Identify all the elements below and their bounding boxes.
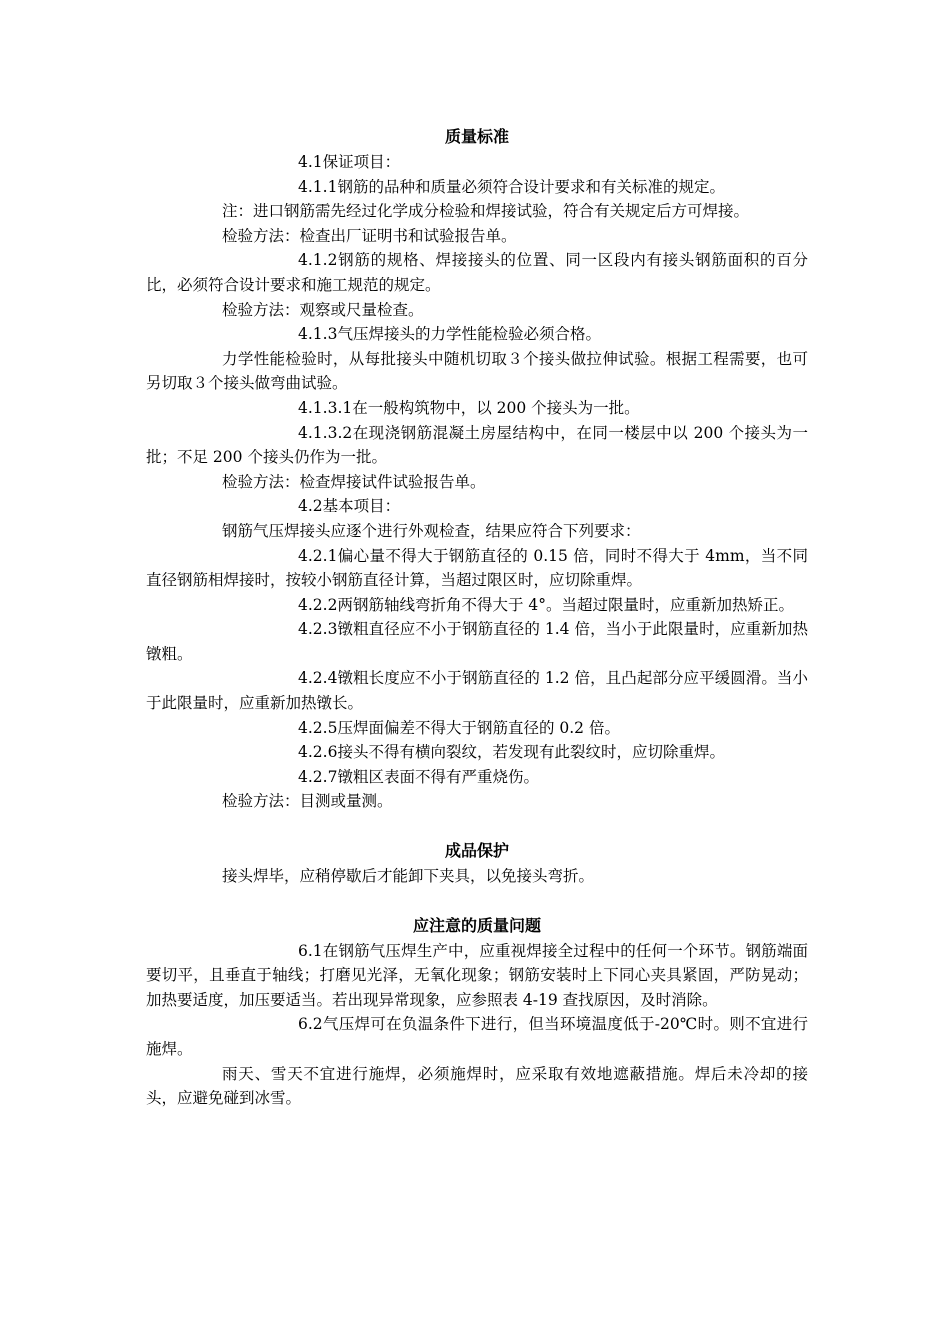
paragraph	[146, 666, 808, 715]
paragraph	[146, 322, 808, 347]
paragraph	[146, 617, 808, 666]
paragraph	[146, 864, 808, 889]
paragraph-text: 气压焊可在负温条件下进行，但当环境温度低于-20℃时。则不宜进行施焊。	[146, 1015, 808, 1058]
paragraph-text: 力学性能检验时，从每批接头中随机切取３个接头做拉伸试验。根据工程需要，也可另切取３个接头做弯曲试验。	[146, 349, 808, 393]
paragraph-text: 在现浇钢筋混凝土房屋结构中，在同一楼层中以 200 个接头为一批；不足 200 个接头仍作为一批。	[146, 423, 808, 467]
clause-number: 4.1.3.2	[298, 423, 353, 442]
section-quality-standards	[146, 124, 808, 814]
clause-number: 4.1.3	[298, 325, 338, 344]
section-title: 应注意的质量问题	[412, 915, 541, 935]
paragraph	[146, 347, 808, 396]
paragraph-text: 接头不得有横向裂纹，若发现有此裂纹时，应切除重焊。	[337, 743, 725, 762]
clause-number: 6.2	[298, 1015, 323, 1034]
paragraph	[146, 150, 808, 175]
paragraph-text: 偏心量不得大于钢筋直径的 0.15 倍，同时不得大于 4mm，当不同直径钢筋相焊接时，按较小钢筋直径计算，当超过限区时，应切除重焊。	[146, 546, 808, 590]
section-title: 质量标准	[444, 127, 509, 146]
paragraph	[146, 298, 808, 323]
paragraph-text: 气压焊接头的力学性能检验必须合格。	[337, 325, 601, 344]
clause-number: 4.2.5	[298, 718, 338, 737]
paragraph-text: 镦粗长度应不小于钢筋直径的 1.2 倍，且凸起部分应平缓圆滑。当小于此限量时，应重新加热镦长。	[146, 669, 808, 713]
clause-number: 4.1.3.1	[298, 398, 353, 417]
paragraph-text: 检验方法：检查出厂证明书和试验报告单。	[222, 226, 517, 245]
paragraph-text: 镦粗区表面不得有严重烧伤。	[337, 767, 539, 786]
paragraph	[146, 421, 808, 470]
paragraph-text: 压焊面偏差不得大于钢筋直径的 0.2 倍。	[337, 718, 620, 737]
clause-number: 6.1	[298, 941, 323, 960]
clause-number: 4.2.4	[298, 669, 338, 688]
paragraph	[146, 789, 808, 814]
paragraph-text: 注：进口钢筋需先经过化学成分检验和焊接试验，符合有关规定后方可焊接。	[222, 202, 750, 221]
paragraph	[146, 494, 808, 519]
paragraph-text: 钢筋的品种和质量必须符合设计要求和有关标准的规定。	[337, 177, 725, 196]
paragraph-text: 钢筋气压焊接头应逐个进行外观检查，结果应符合下列要求：	[222, 521, 641, 540]
clause-number: 4.2.1	[298, 546, 338, 565]
clause-number: 4.1	[298, 153, 323, 171]
paragraph	[146, 396, 808, 421]
paragraph	[146, 470, 808, 495]
paragraph-text: 基本项目：	[322, 497, 401, 516]
paragraph	[146, 199, 808, 224]
paragraph	[146, 544, 808, 593]
paragraph-text: 接头焊毕，应稍停歇后才能卸下夹具，以免接头弯折。	[222, 867, 595, 886]
paragraph	[146, 716, 808, 741]
paragraph-text: 两钢筋轴线弯折角不得大于 4°。当超过限量时，应重新加热矫正。	[337, 595, 794, 614]
document-body	[146, 124, 808, 1111]
paragraph-text: 钢筋的规格、焊接接头的位置、同一区段内有接头钢筋面积的百分比，必须符合设计要求和施工规范的规定。	[146, 251, 808, 294]
paragraph-text: 检验方法：检查焊接试件试验报告单。	[222, 472, 486, 491]
paragraph	[146, 740, 808, 765]
paragraph-text: 镦粗直径应不小于钢筋直径的 1.4 倍，当小于此限量时，应重新加热镦粗。	[146, 620, 808, 663]
clause-number: 4.2.3	[298, 620, 338, 639]
clause-number: 4.1.2	[298, 251, 338, 270]
clause-number: 4.2.2	[298, 595, 338, 614]
paragraph	[146, 765, 808, 790]
paragraph	[146, 224, 808, 249]
paragraph	[146, 175, 808, 200]
paragraph	[146, 519, 808, 544]
paragraph-text: 检验方法：观察或尺量检查。	[222, 300, 424, 319]
paragraph-text: 在钢筋气压焊生产中，应重视焊接全过程中的任何一个环节。钢筋端面要切平，且垂直于轴线；打磨见光泽，无氧化现象；钢筋安装时上下同心夹具紧固，严防晃动；加热要适度，加压要适当。若出现异常现象，应参照表 4-19 查找原因，及时消除。	[146, 941, 808, 1009]
paragraph	[146, 593, 808, 618]
clause-number: 4.2.6	[298, 743, 338, 762]
paragraph-text: 检验方法：目测或量测。	[222, 792, 393, 811]
section-paragraphs	[146, 150, 808, 814]
clause-number: 4.2.7	[298, 767, 338, 786]
section-paragraphs	[146, 939, 808, 1111]
section-product-protection	[146, 838, 808, 889]
paragraph-text: 保证项目：	[322, 153, 401, 171]
clause-number: 4.2	[298, 497, 323, 516]
paragraph	[146, 939, 808, 1013]
paragraph	[146, 1012, 808, 1061]
section-paragraphs	[146, 864, 808, 889]
paragraph	[146, 1062, 808, 1111]
paragraph-text: 雨天、雪天不宜进行施焊，必须施焊时，应采取有效地遮蔽措施。焊后未冷却的接头，应避免碰到冰雪。	[146, 1064, 808, 1108]
section-title: 成品保护	[444, 841, 509, 861]
clause-number: 4.1.1	[298, 177, 338, 196]
paragraph	[146, 248, 808, 297]
section-quality-issues	[146, 913, 808, 1111]
paragraph-text: 在一般构筑物中，以 200 个接头为一批。	[352, 398, 640, 417]
